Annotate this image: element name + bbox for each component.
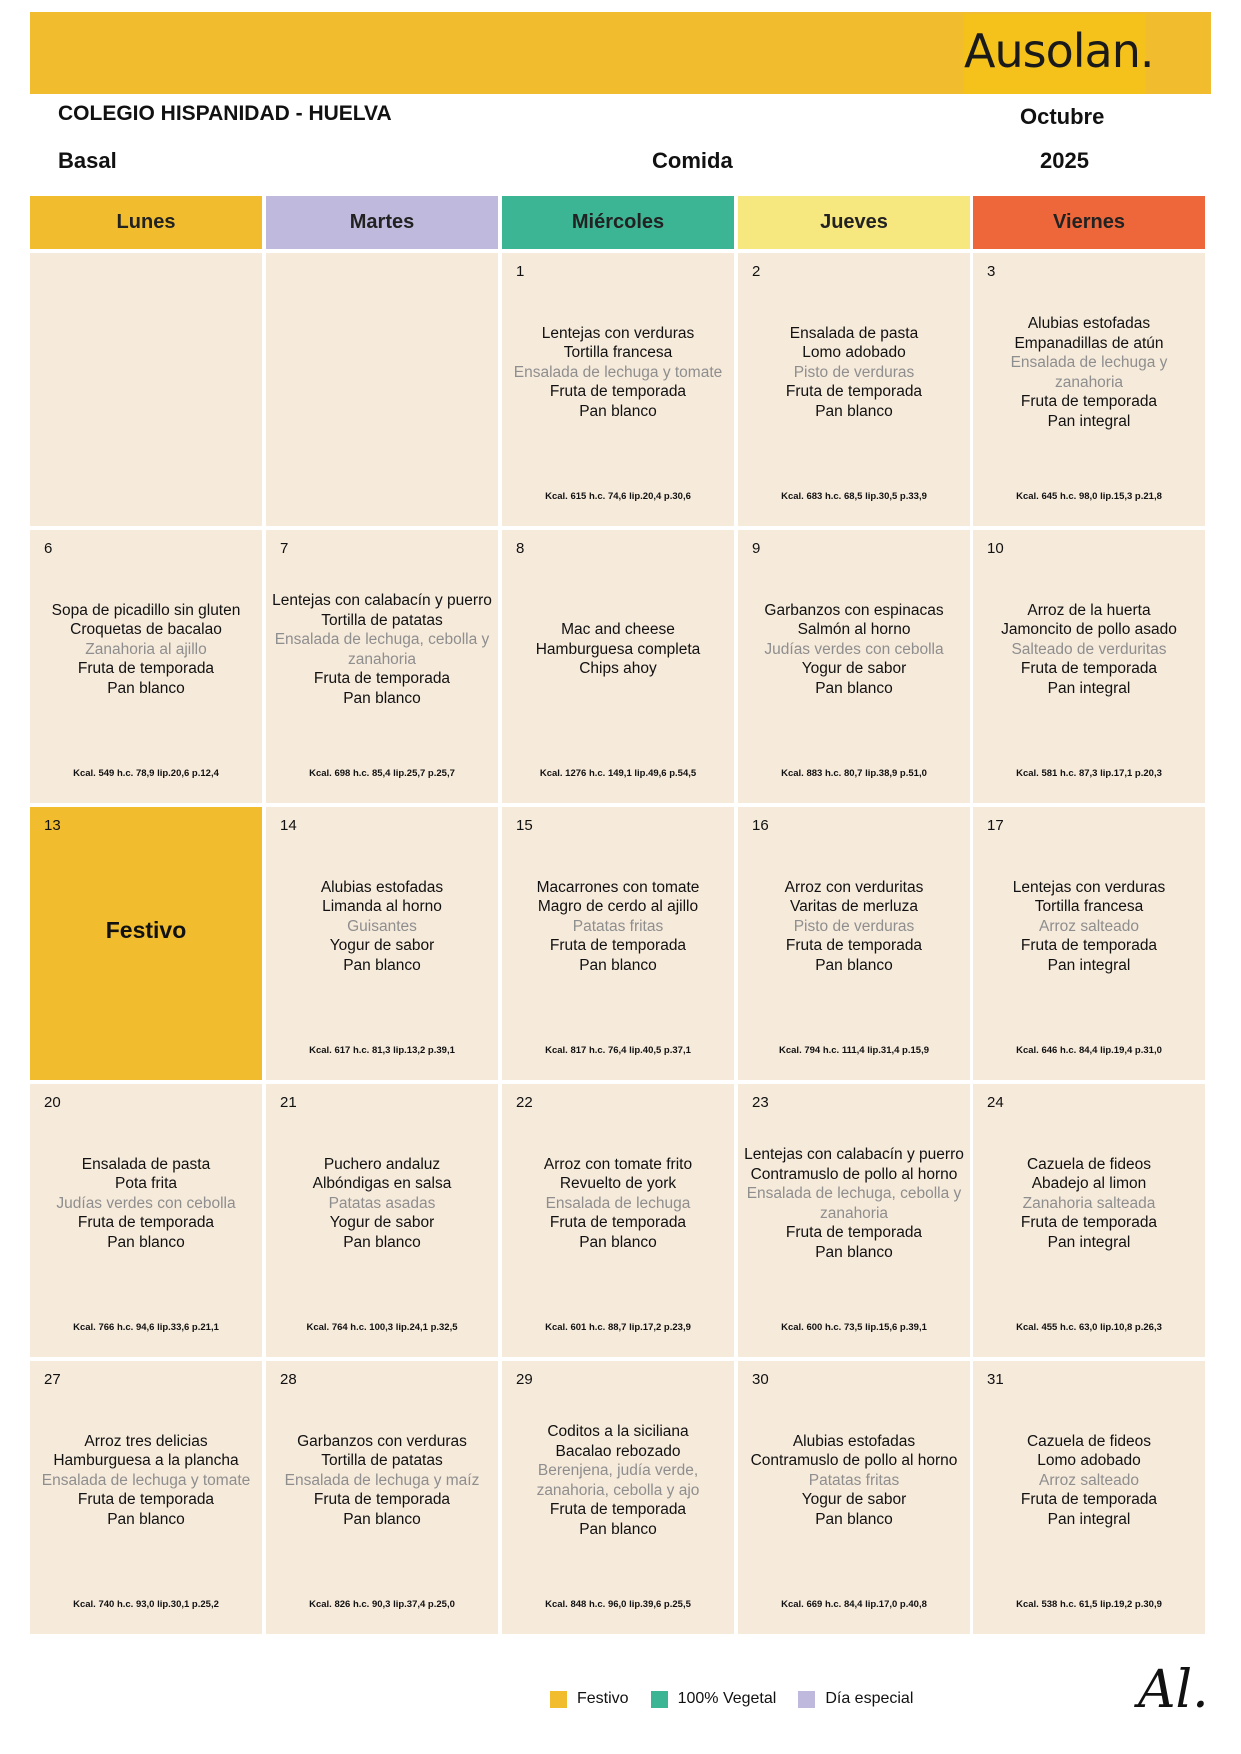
menu-list bbox=[36, 1084, 256, 1323]
menu-item: Garbanzos con verduras bbox=[297, 1432, 467, 1450]
menu-item: Albóndigas en salsa bbox=[312, 1175, 452, 1193]
legend-item-vegetal bbox=[651, 1690, 777, 1708]
day-number: 14 bbox=[280, 817, 297, 834]
menu-item: Fruta de temporada bbox=[1020, 937, 1158, 955]
day-cell-2 bbox=[738, 253, 970, 526]
day-cell-17 bbox=[973, 807, 1205, 1080]
nutrition-info: Kcal. 848 h.c. 96,0 lip.39,6 p.25,5 bbox=[545, 1599, 691, 1610]
day-cell-9 bbox=[738, 530, 970, 803]
menu-item: Fruta de temporada bbox=[77, 1214, 215, 1232]
menu-item: Fruta de temporada bbox=[77, 660, 215, 678]
menu-item: Pan integral bbox=[1047, 412, 1131, 430]
menu-item: Pan blanco bbox=[815, 679, 893, 697]
day-cell-10 bbox=[973, 530, 1205, 803]
menu-list bbox=[508, 807, 728, 1046]
day-cell-24 bbox=[973, 1084, 1205, 1357]
menu-item: Pan blanco bbox=[343, 956, 421, 974]
menu-item: Fruta de temporada bbox=[549, 1501, 687, 1518]
menu-list bbox=[979, 253, 1199, 492]
day-cell-6 bbox=[30, 530, 262, 803]
menu-list bbox=[272, 1084, 492, 1323]
menu-side-dish: Guisantes bbox=[347, 917, 417, 935]
menu-item: Arroz con verduritas bbox=[784, 878, 924, 896]
logo-box bbox=[964, 14, 1154, 94]
nutrition-info: Kcal. 549 h.c. 78,9 lip.20,6 p.12,4 bbox=[73, 768, 219, 779]
day-number: 6 bbox=[44, 540, 53, 557]
menu-list bbox=[744, 253, 964, 492]
nutrition-info: Kcal. 669 h.c. 84,4 lip.17,0 p.40,8 bbox=[781, 1599, 927, 1610]
month-label: Octubre bbox=[1020, 104, 1105, 129]
menu-item: Sopa de picadillo sin gluten bbox=[51, 601, 241, 619]
nutrition-info: Kcal. 1276 h.c. 149,1 lip.49,6 p.54,5 bbox=[539, 768, 697, 779]
menu-item: Revuelto de york bbox=[559, 1175, 677, 1193]
day-cell-21 bbox=[266, 1084, 498, 1357]
menu-item: Fruta de temporada bbox=[1020, 1214, 1158, 1232]
day-number: 10 bbox=[987, 540, 1004, 557]
menu-list bbox=[979, 1084, 1199, 1323]
menu-item: Cazuela de fideos bbox=[1026, 1155, 1152, 1173]
day-number: 15 bbox=[516, 817, 533, 834]
menu-item: Arroz de la huerta bbox=[1027, 601, 1151, 619]
menu-list bbox=[744, 807, 964, 1046]
menu-side-dish: Ensalada de lechuga, cebolla y zanahoria bbox=[746, 1185, 962, 1222]
day-number: 9 bbox=[752, 540, 761, 557]
legend-item-festivo bbox=[550, 1690, 629, 1708]
menu-side-dish: Ensalada de lechuga bbox=[545, 1194, 691, 1212]
nutrition-info: Kcal. 766 h.c. 94,6 lip.33,6 p.21,1 bbox=[73, 1322, 219, 1333]
legend-item-especial bbox=[798, 1690, 913, 1708]
menu-side-dish: Ensalada de lechuga y tomate bbox=[41, 1471, 251, 1489]
menu-list bbox=[36, 1361, 256, 1600]
nutrition-info: Kcal. 601 h.c. 88,7 lip.17,2 p.23,9 bbox=[545, 1322, 691, 1333]
menu-item: Fruta de temporada bbox=[785, 1224, 923, 1241]
menu-side-dish: Salteado de verduritas bbox=[1011, 640, 1167, 658]
day-cell-29 bbox=[502, 1361, 734, 1634]
menu-list bbox=[508, 253, 728, 492]
menu-item: Pan blanco bbox=[579, 402, 657, 420]
menu-item: Macarrones con tomate bbox=[536, 878, 700, 896]
day-cell-14 bbox=[266, 807, 498, 1080]
menu-item: Fruta de temporada bbox=[313, 670, 451, 687]
menu-item: Mac and cheese bbox=[561, 621, 675, 639]
day-cell-20 bbox=[30, 1084, 262, 1357]
menu-item: Puchero andaluz bbox=[323, 1155, 441, 1173]
day-number: 8 bbox=[516, 540, 525, 557]
menu-side-dish: Patatas fritas bbox=[572, 917, 664, 935]
nutrition-info: Kcal. 698 h.c. 85,4 lip.25,7 p.25,7 bbox=[309, 768, 455, 779]
menu-list bbox=[508, 530, 728, 769]
year-label: 2025 bbox=[1040, 148, 1089, 173]
day-cell-16 bbox=[738, 807, 970, 1080]
menu-side-dish: Ensalada de lechuga y zanahoria bbox=[1010, 354, 1168, 391]
menu-list bbox=[744, 530, 964, 769]
day-number: 7 bbox=[280, 540, 289, 557]
menu-item: Lentejas con calabacín y puerro bbox=[272, 592, 492, 609]
menu-item: Pan blanco bbox=[343, 1233, 421, 1251]
menu-side-dish: Arroz salteado bbox=[1039, 917, 1139, 935]
nutrition-info: Kcal. 794 h.c. 111,4 lip.31,4 p.15,9 bbox=[779, 1045, 929, 1056]
day-header-viernes: Viernes bbox=[973, 196, 1205, 249]
menu-item: Yogur de sabor bbox=[801, 1491, 907, 1509]
menu-item: Pan blanco bbox=[815, 1510, 893, 1528]
menu-item: Fruta de temporada bbox=[785, 383, 923, 401]
school-name: COLEGIO HISPANIDAD - HUELVA bbox=[58, 102, 392, 125]
menu-item: Alubias estofadas bbox=[1027, 315, 1151, 332]
nutrition-info: Kcal. 615 h.c. 74,6 lip.20,4 p.30,6 bbox=[545, 491, 691, 502]
menu-item: Pan integral bbox=[1047, 1510, 1131, 1528]
menu-item: Lentejas con verduras bbox=[541, 324, 695, 342]
menu-list bbox=[272, 807, 492, 1046]
menu-side-dish: Judías verdes con cebolla bbox=[56, 1194, 236, 1212]
menu-item: Fruta de temporada bbox=[785, 937, 923, 955]
menu-list bbox=[744, 1084, 964, 1323]
menu-item: Contramuslo de pollo al horno bbox=[750, 1165, 958, 1183]
menu-item: Pan blanco bbox=[343, 1510, 421, 1528]
menu-item: Alubias estofadas bbox=[320, 878, 444, 896]
menu-list bbox=[272, 530, 492, 769]
menu-item: Pan blanco bbox=[107, 1233, 185, 1251]
meal-label: Comida bbox=[652, 148, 733, 173]
nutrition-info: Kcal. 817 h.c. 76,4 lip.40,5 p.37,1 bbox=[545, 1045, 691, 1056]
menu-side-dish: Pisto de verduras bbox=[793, 363, 915, 381]
menu-item: Hamburguesa a la plancha bbox=[53, 1452, 239, 1470]
menu-side-dish: Zanahoria al ajillo bbox=[85, 640, 207, 658]
menu-item: Hamburguesa completa bbox=[535, 640, 701, 658]
menu-side-dish: Ensalada de lechuga, cebolla y zanahoria bbox=[274, 631, 490, 668]
day-cell-30 bbox=[738, 1361, 970, 1634]
nutrition-info: Kcal. 883 h.c. 80,7 lip.38,9 p.51,0 bbox=[781, 768, 927, 779]
menu-item: Fruta de temporada bbox=[549, 1214, 687, 1232]
menu-item: Salmón al horno bbox=[797, 621, 911, 639]
menu-item: Yogur de sabor bbox=[329, 1214, 435, 1232]
menu-item: Empanadillas de atún bbox=[1014, 334, 1164, 352]
nutrition-info: Kcal. 826 h.c. 90,3 lip.37,4 p.25,0 bbox=[309, 1599, 455, 1610]
menu-item: Chips ahoy bbox=[579, 660, 657, 678]
menu-item: Pan integral bbox=[1047, 1233, 1131, 1251]
menu-item: Pan blanco bbox=[815, 1243, 893, 1261]
menu-item: Fruta de temporada bbox=[1020, 1491, 1158, 1509]
nutrition-info: Kcal. 764 h.c. 100,3 lip.24,1 p.32,5 bbox=[306, 1322, 458, 1333]
menu-item: Jamoncito de pollo asado bbox=[1001, 621, 1177, 639]
day-number: 20 bbox=[44, 1094, 61, 1111]
day-number: 21 bbox=[280, 1094, 297, 1111]
al-signature-logo: Al. bbox=[1138, 1660, 1209, 1720]
day-cell-1 bbox=[502, 253, 734, 526]
menu-item: Varitas de merluza bbox=[789, 898, 919, 916]
day-number: 24 bbox=[987, 1094, 1004, 1111]
menu-item: Lomo adobado bbox=[802, 344, 906, 362]
day-header-miércoles: Miércoles bbox=[502, 196, 734, 249]
menu-list bbox=[508, 1084, 728, 1323]
menu-item: Abadejo al limon bbox=[1031, 1175, 1147, 1193]
menu-side-dish: Patatas asadas bbox=[328, 1194, 436, 1212]
nutrition-info: Kcal. 581 h.c. 87,3 lip.17,1 p.20,3 bbox=[1016, 768, 1162, 779]
menu-item: Ensalada de pasta bbox=[789, 324, 919, 342]
menu-item: Pan blanco bbox=[815, 402, 893, 420]
menu-item: Fruta de temporada bbox=[549, 937, 687, 955]
menu-item: Pan blanco bbox=[579, 1233, 657, 1251]
legend-swatch bbox=[651, 1691, 668, 1708]
menu-item: Magro de cerdo al ajillo bbox=[537, 898, 699, 916]
menu-item: Fruta de temporada bbox=[549, 383, 687, 401]
day-number: 16 bbox=[752, 817, 769, 834]
menu-item: Yogur de sabor bbox=[329, 937, 435, 955]
menu-side-dish: Ensalada de lechuga y tomate bbox=[513, 363, 723, 381]
day-number: 1 bbox=[516, 263, 525, 280]
day-number: 23 bbox=[752, 1094, 769, 1111]
menu-item: Pan blanco bbox=[579, 956, 657, 974]
menu-item: Pan blanco bbox=[107, 679, 185, 697]
menu-side-dish: Ensalada de lechuga y maíz bbox=[284, 1471, 480, 1489]
menu-side-dish: Pisto de verduras bbox=[793, 917, 915, 935]
ausolan-logo: Ausolan. bbox=[964, 24, 1154, 78]
menu-side-dish: Arroz salteado bbox=[1039, 1471, 1139, 1489]
empty-day-cell bbox=[266, 253, 498, 526]
day-number: 22 bbox=[516, 1094, 533, 1111]
day-cell-13 bbox=[30, 807, 262, 1080]
menu-item: Pan blanco bbox=[579, 1520, 657, 1538]
day-number: 3 bbox=[987, 263, 996, 280]
menu-item: Pota frita bbox=[114, 1175, 178, 1193]
menu-item: Pan integral bbox=[1047, 679, 1131, 697]
day-number: 30 bbox=[752, 1371, 769, 1388]
day-cell-7 bbox=[266, 530, 498, 803]
menu-list bbox=[979, 1361, 1199, 1600]
day-number: 28 bbox=[280, 1371, 297, 1388]
day-number: 13 bbox=[44, 817, 61, 834]
menu-list bbox=[744, 1361, 964, 1600]
menu-list bbox=[36, 530, 256, 769]
menu-item: Yogur de sabor bbox=[801, 660, 907, 678]
menu-item: Contramuslo de pollo al horno bbox=[750, 1452, 958, 1470]
menu-list bbox=[508, 1361, 728, 1600]
nutrition-info: Kcal. 740 h.c. 93,0 lip.30,1 p.25,2 bbox=[73, 1599, 219, 1610]
menu-item: Coditos a la siciliana bbox=[547, 1423, 689, 1440]
legend bbox=[550, 1690, 935, 1708]
menu-item: Alubias estofadas bbox=[792, 1432, 916, 1450]
festivo-label: Festivo bbox=[105, 917, 187, 943]
menu-item: Limanda al horno bbox=[322, 898, 442, 916]
nutrition-info: Kcal. 455 h.c. 63,0 lip.10,8 p.26,3 bbox=[1016, 1322, 1162, 1333]
menu-item: Pan integral bbox=[1047, 956, 1131, 974]
day-cell-28 bbox=[266, 1361, 498, 1634]
day-cell-8 bbox=[502, 530, 734, 803]
legend-label: 100% Vegetal bbox=[677, 1690, 777, 1707]
menu-item: Croquetas de bacalao bbox=[70, 621, 222, 639]
legend-swatch bbox=[550, 1691, 567, 1708]
menu-item: Fruta de temporada bbox=[313, 1491, 451, 1509]
menu-item: Tortilla francesa bbox=[1034, 898, 1144, 916]
menu-item: Pan blanco bbox=[343, 689, 421, 707]
menu-item: Lentejas con calabacín y puerro bbox=[744, 1146, 964, 1163]
menu-item: Lomo adobado bbox=[1037, 1452, 1141, 1470]
menu-list bbox=[272, 1361, 492, 1600]
menu-item: Arroz tres delicias bbox=[84, 1432, 208, 1450]
day-number: 31 bbox=[987, 1371, 1004, 1388]
menu-item: Tortilla francesa bbox=[563, 344, 673, 362]
menu-item: Bacalao rebozado bbox=[555, 1442, 681, 1460]
legend-label: Día especial bbox=[825, 1690, 914, 1707]
day-number: 29 bbox=[516, 1371, 533, 1388]
diet-label: Basal bbox=[58, 148, 117, 173]
menu-list bbox=[979, 530, 1199, 769]
day-cell-23 bbox=[738, 1084, 970, 1357]
menu-item: Ensalada de pasta bbox=[81, 1155, 211, 1173]
day-cell-27 bbox=[30, 1361, 262, 1634]
day-number: 2 bbox=[752, 263, 761, 280]
menu-item: Fruta de temporada bbox=[77, 1491, 215, 1509]
nutrition-info: Kcal. 538 h.c. 61,5 lip.19,2 p.30,9 bbox=[1016, 1599, 1162, 1610]
legend-label: Festivo bbox=[577, 1690, 629, 1707]
nutrition-info: Kcal. 646 h.c. 84,4 lip.19,4 p.31,0 bbox=[1016, 1045, 1162, 1056]
menu-item: Fruta de temporada bbox=[1020, 393, 1158, 410]
menu-item: Tortilla de patatas bbox=[321, 1452, 443, 1470]
menu-item: Pan blanco bbox=[107, 1510, 185, 1528]
menu-side-dish: Judías verdes con cebolla bbox=[764, 640, 944, 658]
menu-item: Cazuela de fideos bbox=[1026, 1432, 1152, 1450]
day-cell-15 bbox=[502, 807, 734, 1080]
legend-swatch bbox=[798, 1691, 815, 1708]
empty-day-cell bbox=[30, 253, 262, 526]
nutrition-info: Kcal. 617 h.c. 81,3 lip.13,2 p.39,1 bbox=[309, 1045, 455, 1056]
menu-item: Garbanzos con espinacas bbox=[764, 601, 944, 619]
day-header-jueves: Jueves bbox=[738, 196, 970, 249]
day-number: 27 bbox=[44, 1371, 61, 1388]
menu-item: Fruta de temporada bbox=[1020, 660, 1158, 678]
day-number: 17 bbox=[987, 817, 1004, 834]
menu-list bbox=[979, 807, 1199, 1046]
nutrition-info: Kcal. 645 h.c. 98,0 lip.15,3 p.21,8 bbox=[1016, 491, 1162, 502]
menu-item: Lentejas con verduras bbox=[1012, 878, 1166, 896]
menu-side-dish: Zanahoria salteada bbox=[1022, 1194, 1156, 1212]
day-header-lunes: Lunes bbox=[30, 196, 262, 249]
menu-side-dish: Patatas fritas bbox=[808, 1471, 900, 1489]
menu-item: Arroz con tomate frito bbox=[543, 1155, 693, 1173]
nutrition-info: Kcal. 600 h.c. 73,5 lip.15,6 p.39,1 bbox=[781, 1322, 927, 1333]
day-header-martes: Martes bbox=[266, 196, 498, 249]
menu-item: Tortilla de patatas bbox=[321, 611, 443, 629]
nutrition-info: Kcal. 683 h.c. 68,5 lip.30,5 p.33,9 bbox=[781, 491, 927, 502]
day-cell-3 bbox=[973, 253, 1205, 526]
menu-item: Pan blanco bbox=[815, 956, 893, 974]
menu-side-dish: Berenjena, judía verde, zanahoria, cebolla y ajo bbox=[536, 1462, 700, 1499]
day-cell-31 bbox=[973, 1361, 1205, 1634]
day-cell-22 bbox=[502, 1084, 734, 1357]
